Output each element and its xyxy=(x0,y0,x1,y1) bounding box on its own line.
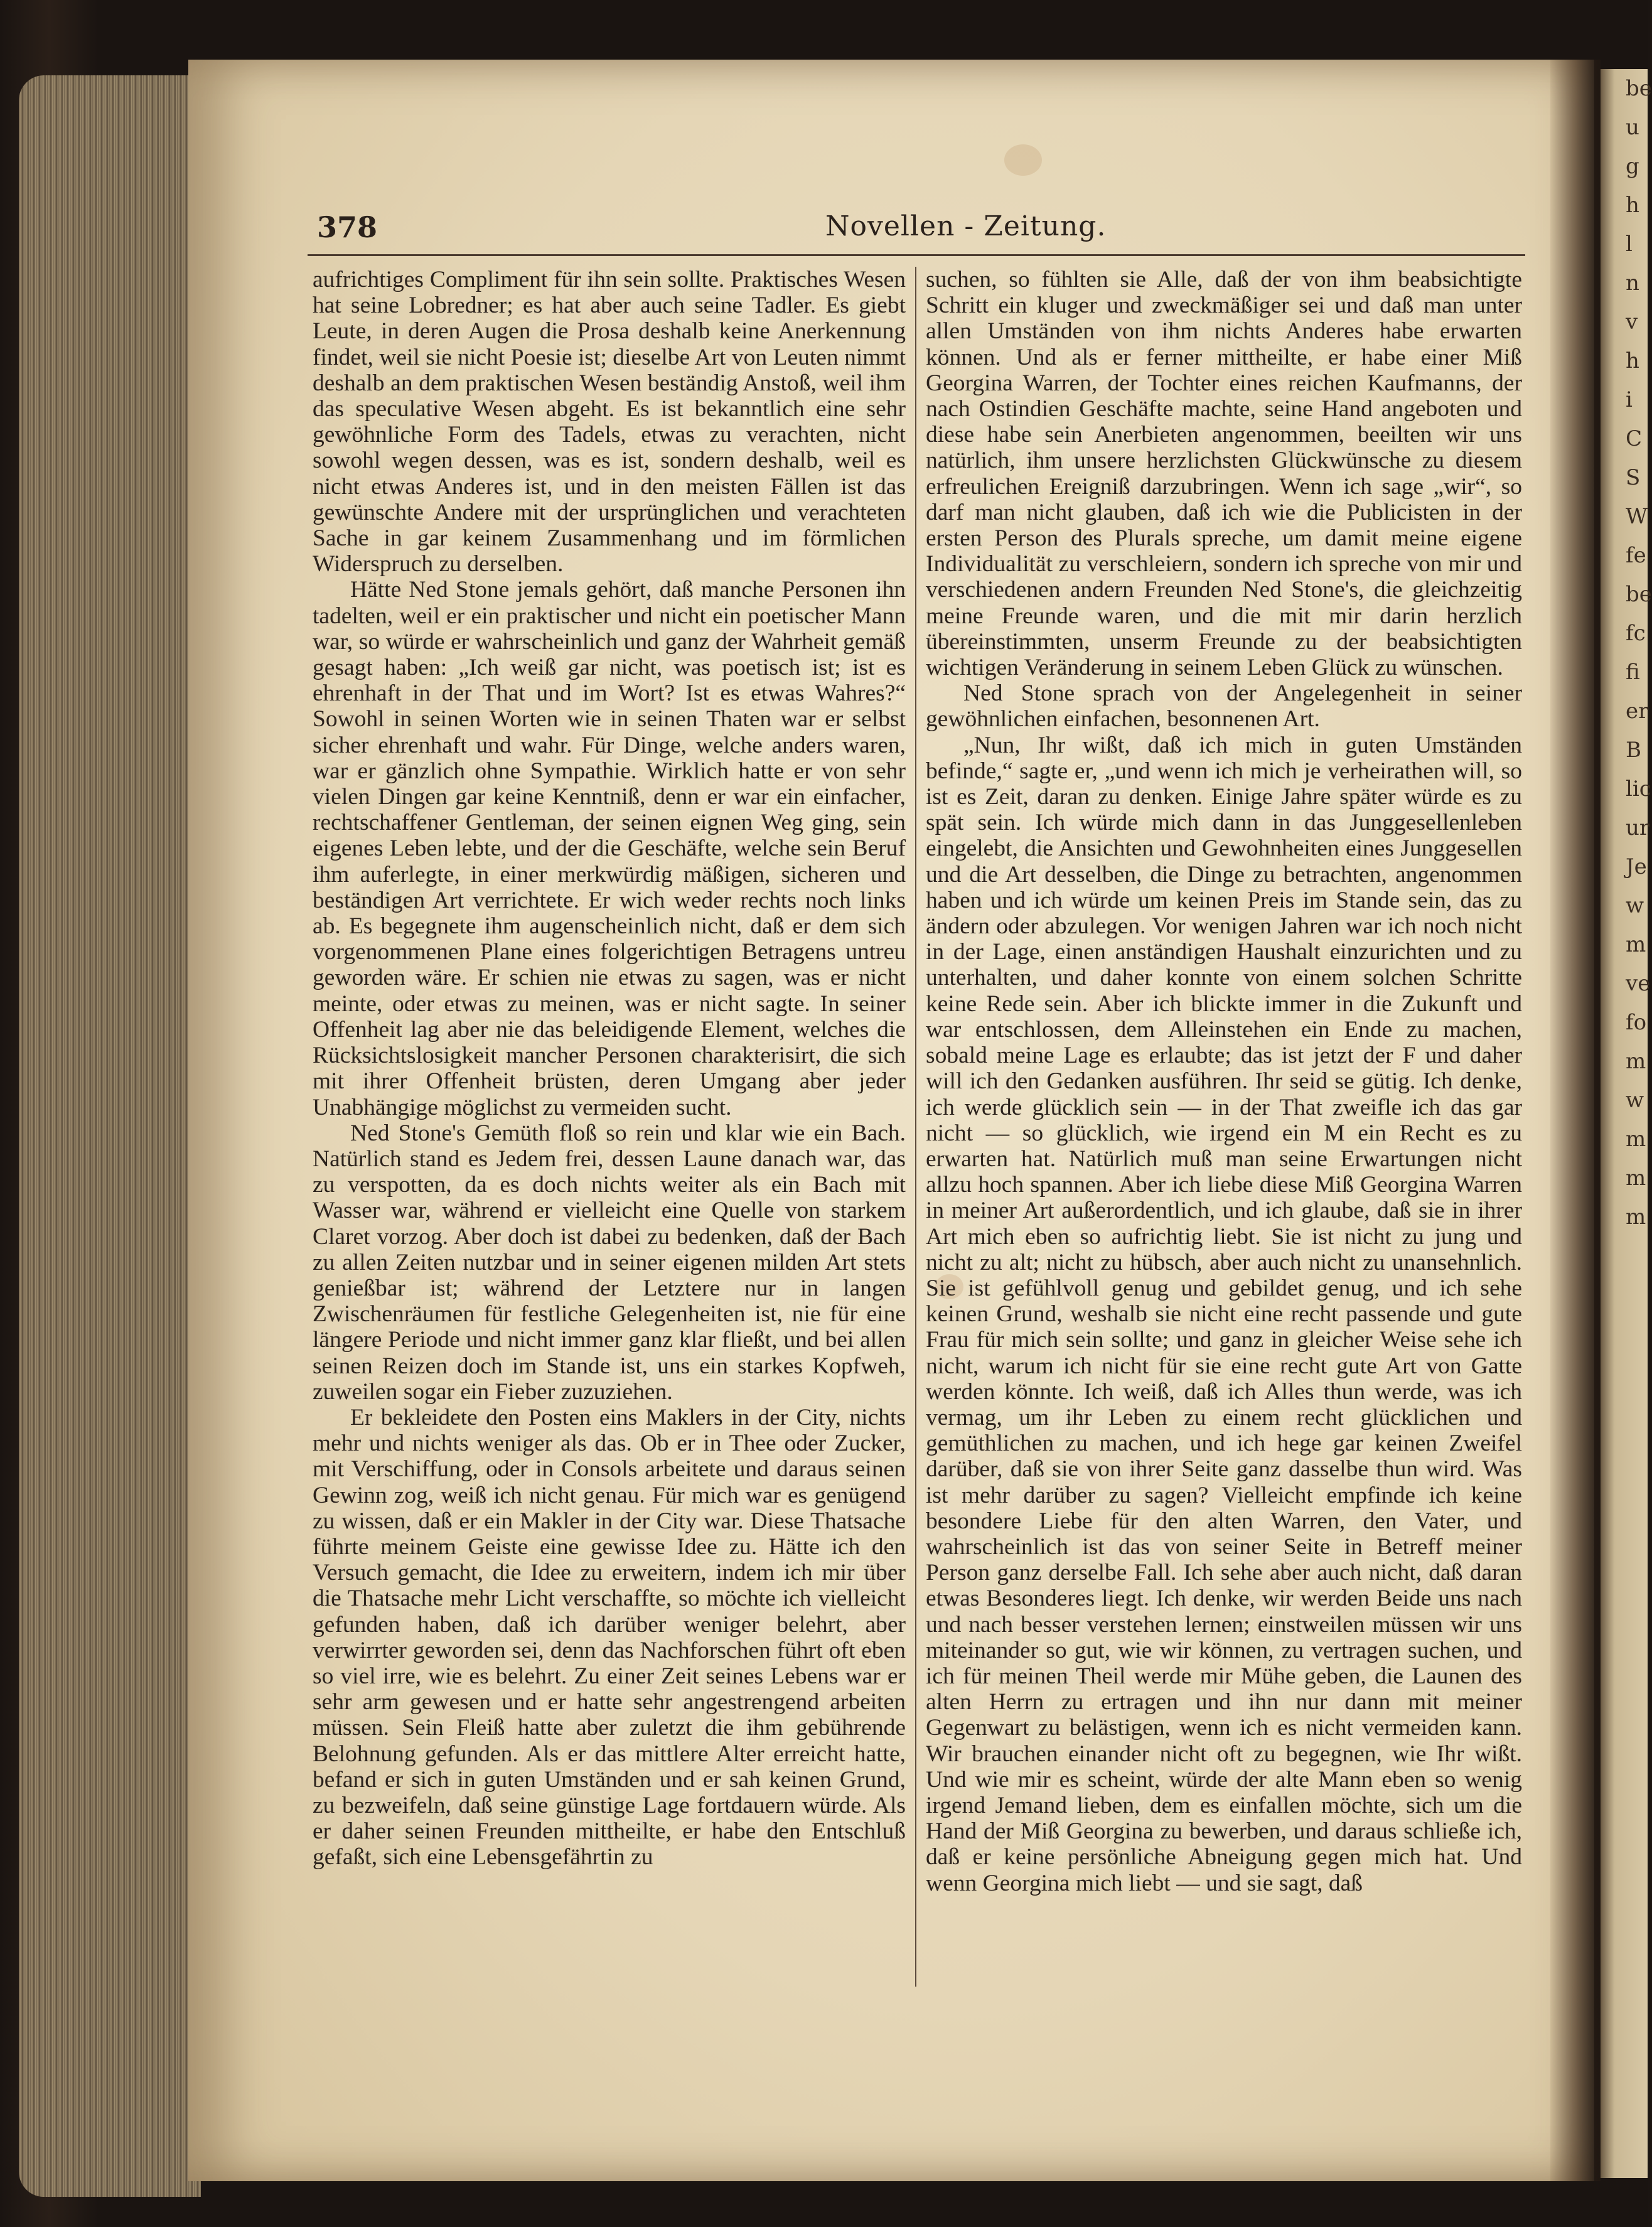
next-page-fragment: lic xyxy=(1626,776,1651,802)
paragraph: suchen, so fühlten sie Alle, daß der von ihm beabsichtigte Schritt ein kluger und zweckmäßiger sei und daß man unter allen Umständen von ihm nichts Anderes habe erwarten können. Und als er ferner mittheilte, er habe einer Miß Georgina Warren, der Tochter eines reichen Kaufmanns, der nach Ostindien Geschäfte machte, seine Hand angeboten und diese habe sein Anerbieten angenommen, beeilten wir uns natürlich, ihm unsere herzlichsten Glückwünsche zu diesem erfreulichen Ereigniß darzubringen. Wenn ich sage „wir“, so darf man nicht glauben, daß ich wie die Publicisten in der ersten Person des Plurals spreche, um damit meine eigene Individualität zu verschleiern, sondern ich spreche von mir und verschiedenen andern Freunden Ned Stone's, die gleichzeitig meine Freunde waren, und die mit mir darin herzlich übereinstimmten, unserm Freunde zu der beabsichtigten wichtigen Veränderung in seinem Leben Glück zu wünschen. xyxy=(926,267,1522,681)
next-page-fragment: m xyxy=(1626,1049,1646,1074)
next-page-fragment: w xyxy=(1626,1088,1644,1113)
next-page-fragment: be xyxy=(1626,76,1652,101)
paragraph: Ned Stone sprach von der Angelegenheit in seiner gewöhnlichen einfachen, besonnenen Art. xyxy=(926,680,1522,732)
next-page-fragment: fe xyxy=(1626,543,1646,568)
next-page-fragment: i xyxy=(1626,387,1633,412)
page-number: 378 xyxy=(317,210,378,244)
next-page-fragment: fo xyxy=(1626,1010,1647,1035)
next-page-fragment: er xyxy=(1626,699,1649,724)
next-page-fragment: g xyxy=(1626,154,1639,179)
paper-stain xyxy=(1004,144,1042,176)
paragraph: Hätte Ned Stone jemals gehört, daß manche Personen ihn tadelten, weil er ein praktischer und nicht ein poetischer Mann war, so würde er wahrscheinlich und ganz der Wahrheit gemäß gesagt haben: „Ich weiß gar nicht, was poetisch ist; ist es ehrenhaft in der That und im Wort? Ist es etwas Wahres?“ Sowohl in seinen Worten wie in seinen Thaten war er selbst sicher ehrenhaft und wahr. Für Dinge, welche anders waren, war er gänzlich ohne Sympathie. Wirklich hatte er von sehr vielen Dingen gar keine Kenntniß, denn er war ein einfacher, rechtschaffener Gentleman, der seinen eignen Weg ging, sein eigenes Leben lebte, und der die Geschäfte, welche sein Beruf ihm auferlegte, in einer merkwürdig mäßigen, sicheren und beständigen Art verrichtete. Er wich weder rechts noch links ab. Es begegnete ihm augenscheinlich nicht, daß er dem sich vorgenommenen Plane eines folgerichtigen Betragens untreu geworden wäre. Er schien nie etwas zu sagen, was er nicht meinte, oder etwas zu meinen, was er nicht sagte. In seiner Offenheit lag aber nie das beleidigende Element, welches die Rücksichtslosigkeit mancher Personen charakterisirt, die sich mit ihrer Offenheit brüsten, deren Umgang aber jeder Unabhängige möglichst zu vermeiden sucht. xyxy=(313,577,906,1120)
next-page-edge xyxy=(1601,69,1652,2178)
next-page-fragment: ur xyxy=(1626,815,1650,840)
page-edges xyxy=(19,75,201,2197)
next-page-fragment: C xyxy=(1626,426,1643,451)
next-page-fragment: v xyxy=(1626,309,1638,335)
next-page-fragment: m xyxy=(1626,932,1646,957)
next-page-fragment: n xyxy=(1626,271,1639,296)
next-page-fragment: w xyxy=(1626,893,1644,918)
next-page-fragment: m xyxy=(1626,1205,1646,1230)
running-head: Novellen - Zeitung. xyxy=(825,210,1107,242)
text-column-left xyxy=(313,267,906,1870)
paragraph: Ned Stone's Gemüth floß so rein und klar wie ein Bach. Natürlich stand es Jedem frei, dessen Laune danach war, das zu verspotten, da es doch nichts weiter als ein Bach mit Wasser war, während er vielleicht eine Quelle von starkem Claret vorzog. Aber doch ist dabei zu bedenken, daß der Bach zu allen Zeiten nutzbar und in seiner eigenen milden Art stets genießbar ist; während der Letztere nur in langen Zwischenräumen für festliche Gelegenheiten ist, nie für eine längere Periode und nicht immer ganz klar fließt, und bei allen seinen Reizen doch im Stande ist, uns ein starkes Kopfweh, zuweilen sogar ein Fieber zuzuziehen. xyxy=(313,1120,906,1405)
next-page-fragment: B xyxy=(1626,738,1641,763)
next-page-fragment: u xyxy=(1626,115,1639,140)
text-column-right xyxy=(926,267,1522,1896)
next-page-fragment: fi xyxy=(1626,660,1640,685)
next-page-fragment: m xyxy=(1626,1166,1646,1191)
paragraph: „Nun, Ihr wißt, daß ich mich in guten Umständen befinde,“ sagte er, „und wenn ich mich je verheirathen will, so ist es Zeit, daran zu denken. Einige Jahre später würde es zu spät sein. Ich würde mich dann in das Junggesellenleben eingelebt, die Ansichten und Gewohnheiten eines Junggesellen und die Art desselben, die Dinge zu betrachten, angenommen haben und ich würde um keinen Preis im Stande sein, das zu ändern oder abzulegen. Vor wenigen Jahren war ich noch nicht in der Lage, einen anständigen Haushalt einzurichten und zu unterhalten, und daher konnte von einem solchen Schritte keine Rede sein. Aber ich blickte immer in die Zukunft und war entschlossen, dem Alleinstehen ein Ende zu machen, sobald meine Lage es erlaubte; das ist jetzt der F und daher will ich den Gedanken ausführen. Ihr seid se gütig. Ich denke, ich werde glücklich sein — in der That zweifle ich das gar nicht — so glücklich, wie irgend ein M ein Recht es zu erwarten hat. Natürlich muß man seine Erwartungen nicht allzu hoch spannen. Aber ich liebe diese Miß Georgina Warren in meiner Art außerordentlich, und ich glaube, daß sie in ihrer Art mich eben so aufrichtig liebt. Sie ist nicht zu jung und nicht zu alt; nicht zu hübsch, aber auch nicht zu unansehnlich. Sie ist gefühlvoll genug und gebildet genug, und ich sehe keinen Grund, weshalb sie nicht eine recht passende und gute Frau für mich sein sollte; und ganz in gleicher Weise sehe ich nicht, warum ich nicht für sie eine recht gute Art von Gatte werden könnte. Ich weiß, daß ich Alles thun werde, was ich vermag, um ihr Leben zu einem recht glücklichen und gemüthlichen zu machen, und ich hege gar keinen Zweifel darüber, daß sie von ihrer Seite ganz dasselbe thun wird. Was ist mehr darüber zu sagen? Vielleicht empfinde ich keine besondere Liebe für den alten Warren, den Vater, und wahrscheinlich ist das von seiner Seite in Betreff meiner Person ganz derselbe Fall. Ich sehe aber auch nicht, daß daran etwas Besonderes liegt. Ich denke, wir werden Beide uns nach und nach besser verstehen lernen; einstweilen müssen wir uns miteinander so gut, wie wir können, zu vertragen suchen, und ich für meinen Theil werde mir Mühe geben, die Launen des alten Herrn zu ertragen und ihn nur dann mit meiner Gegenwart zu belästigen, wenn ich es nicht vermeiden kann. Wir brauchen einander nicht oft zu begegnen, wie Ihr wißt. Und wie mir es scheint, würde der alte Mann eben so wenig irgend Jemand lieben, dem es einfallen möchte, sich um die Hand der Miß Georgina zu bewerben, und daraus schließe ich, daß er keine persönliche Abneigung gegen mich hat. Und wenn Georgina mich liebt — und sie sagt, daß xyxy=(926,732,1522,1896)
page-gutter xyxy=(1550,60,1601,2181)
next-page-fragment: m xyxy=(1626,1127,1646,1152)
next-page-fragment: fc xyxy=(1626,621,1646,646)
header-rule xyxy=(308,254,1525,256)
page-header xyxy=(0,210,1648,248)
next-page-fragment: l xyxy=(1626,232,1633,257)
next-page-fragment: h xyxy=(1626,348,1639,373)
next-page-fragment: ve xyxy=(1626,971,1651,996)
next-page-fragment: be xyxy=(1626,582,1652,607)
paragraph: aufrichtiges Compliment für ihn sein sollte. Praktisches Wesen hat seine Lobredner; es hat aber auch seine Tadler. Es giebt Leute, in deren Augen die Prosa deshalb keine Anerkennung findet, weil sie nicht Poesie ist; dieselbe Art von Leuten nimmt deshalb an dem praktischen Wesen beständig Anstoß, weil ihm das speculative Wesen abgeht. Es ist bekanntlich eine sehr gewöhnliche Form des Tadels, etwas zu verachten, nicht sowohl wegen dessen, was es ist, sondern deshalb, weil es nicht etwas Anderes ist, und in den meisten Fällen ist das gewünschte Andere mit der ursprünglichen und verachteten Sache in gar keinem Zusammenhang und im förmlichen Widerspruch zu derselben. xyxy=(313,267,906,577)
paragraph: Er bekleidete den Posten eins Maklers in der City, nichts mehr und nichts weniger als das. Ob er in Thee oder Zucker, mit Verschiffung, oder in Consols arbeitete und daraus seinen Gewinn zog, weiß ich nicht genau. Für mich war es genügend zu wissen, daß er ein Makler in der City war. Diese Thatsache führte meinem Geiste eine gewisse Idee zu. Hätte ich den Versuch gemacht, die Idee zu erweitern, indem ich mir über die Thatsache mehr Licht verschaffte, so möchte ich vielleicht gefunden haben, daß ich darüber weniger belehrt, aber verwirrter geworden sei, denn das Nachforschen führt oft eben so viel irre, wie es belehrt. Zu einer Zeit seines Lebens war er sehr arm gewesen und er hatte sehr angestrengend arbeiten müssen. Sein Fleiß hatte aber zuletzt die ihm gebührende Belohnung gefunden. Als er das mittlere Alter erreicht hatte, befand er sich in guten Umständen und er sah keinen Grund, zu bezweifeln, daß seine günstige Lage fortdauern würde. Als er daher seinen Freunden mittheilte, er habe den Entschluß gefaßt, sich eine Lebensgefährtin zu xyxy=(313,1404,906,1870)
next-page-fragment: h xyxy=(1626,193,1639,218)
column-divider xyxy=(915,267,916,1987)
next-page-fragment: Je xyxy=(1626,854,1647,879)
next-page-fragment: W xyxy=(1626,504,1648,529)
next-page-fragment: S xyxy=(1626,465,1641,490)
